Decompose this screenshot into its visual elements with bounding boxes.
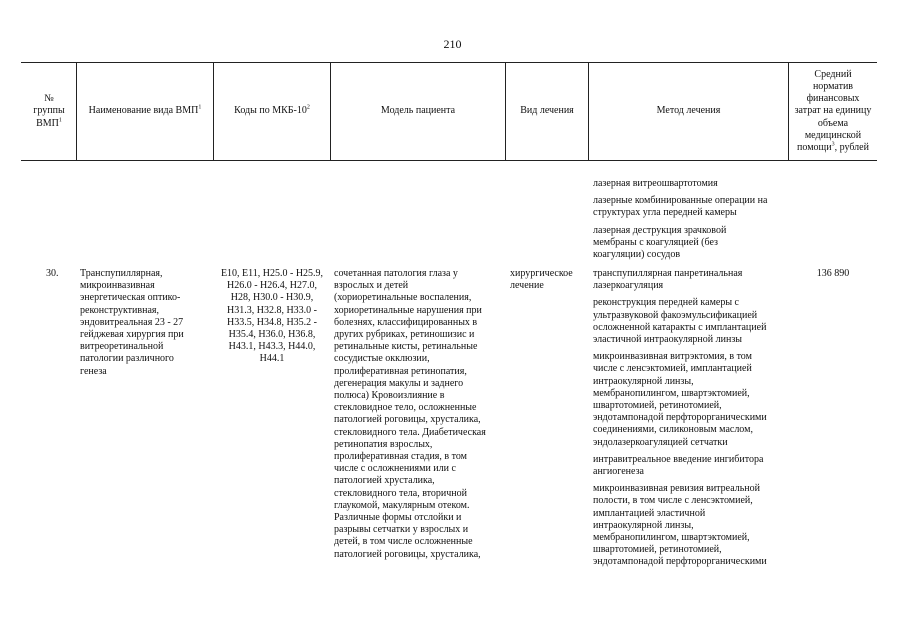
vmp-name-line: витреоретинальной <box>80 341 164 353</box>
patient-model-line: сочетанная патология глаза у <box>334 268 458 279</box>
patient-model-line: патологией хрусталика, <box>334 475 435 487</box>
header-treatment-method: Метод лечения <box>656 105 721 117</box>
patient-model-line: взрослых и детей <box>334 280 409 292</box>
treatment-type-line: хирургическое <box>510 268 573 279</box>
header-line: помощи$^3$, рублей <box>797 141 869 153</box>
header-bottom-border <box>21 160 877 161</box>
treatment-method-line: эндотампонадой перфторорганическими <box>593 556 767 568</box>
treatment-method-line: швартотомией, ретинотомией, <box>593 400 722 411</box>
header-cost-norm <box>789 63 877 160</box>
patient-model-line: Различные формы отслойки и <box>334 512 462 524</box>
continued-method-line: лазерная витреошвартотомия <box>593 178 718 189</box>
header-line: Средний <box>814 68 852 80</box>
icd-code-line: H35.4, H36.0, H36.8, <box>228 329 316 341</box>
patient-model-cell <box>334 268 486 561</box>
header-group-number <box>23 63 75 160</box>
patient-model-line: детей, в том числе осложненные <box>334 536 473 548</box>
vmp-name-line: реконструктивная, <box>80 304 159 316</box>
patient-model-line: болезнях, классифицированных в <box>334 316 478 328</box>
continued-method-line: коагуляции) сосудов <box>593 249 681 260</box>
patient-model-line: ретинопатия взрослых, <box>334 438 433 450</box>
treatment-method-line: микроинвазивная ревизия витреальной <box>593 483 761 495</box>
patient-model-line: стекловидного тела. Диабетическая <box>334 426 486 438</box>
continued-method-line: структурах угла передней камеры <box>593 207 737 219</box>
header-line: группы <box>33 105 65 117</box>
treatment-method-line: имплантацией эластичной <box>593 507 706 519</box>
header-treatment-type: Вид лечения <box>520 105 574 117</box>
vmp-name-line: микроинвазивная <box>80 280 155 292</box>
patient-model-line: полюса) Кровоизлияние в <box>334 390 445 402</box>
treatment-method-line: эндолазеркоагуляцией сетчатки <box>593 436 728 448</box>
patient-model-line: дегенерация макулы и заднего <box>334 377 464 389</box>
treatment-type-line: лечение <box>510 280 544 292</box>
treatment-method-line: швартотомией, ретинотомией, <box>593 544 722 556</box>
icd-code-line: H43.1, H43.3, H44.0, <box>228 341 316 353</box>
patient-model-line: (хориоретинальные воспаления, <box>334 292 472 304</box>
cost-cell: 136 890 <box>816 268 850 279</box>
treatment-method-line: интраокулярной линзы, <box>593 519 694 531</box>
header-patient-model: Модель пациента <box>380 105 456 117</box>
treatment-method-line: интравитреальное введение ингибитора <box>593 453 764 465</box>
icd-code-line: H44.1 <box>259 353 285 365</box>
vmp-name-line: гейджевая хирургия при <box>80 329 184 341</box>
vmp-name-line: эндовитреальная 23 - 27 <box>80 316 184 328</box>
treatment-method-line: числе с ленсэктомией, имплантацией <box>593 363 752 375</box>
treatment-method-line: ангиогенеза <box>593 466 644 477</box>
patient-model-line: других рубриках, ретиношизис и <box>334 329 475 341</box>
vmp-name-line: генеза <box>80 365 107 377</box>
treatment-method-line: соединениями, силиконовым маслом, <box>593 424 753 436</box>
continued-method-line: мембраны с коагуляцией (без <box>593 236 718 248</box>
treatment-method-line: эндотампонадой перфторорганическими <box>593 412 767 424</box>
header-line: № <box>44 93 54 105</box>
icd-codes-cell <box>214 268 330 366</box>
patient-model-line: ретинальные кисты, ретинальные <box>334 341 478 353</box>
header-line: норматив <box>812 80 854 92</box>
vmp-name-line: Транспупиллярная, <box>80 268 163 279</box>
patient-model-line: пролиферативная стадия, в том <box>334 451 467 463</box>
icd-code-line: H26.0 - H26.4, H27.0, <box>227 280 317 292</box>
icd-code-line: H28, H30.0 - H30.9, <box>230 292 314 304</box>
patient-model-line: патологией роговицы, хрусталика, <box>334 414 481 426</box>
patient-model-line: глаукомой, макулярным отеком. <box>334 499 470 511</box>
continued-method-line: лазерные комбинированные операции на <box>593 195 768 207</box>
patient-model-line: стекловидного тела, вторичной <box>334 487 467 499</box>
treatment-method-line: осложненной катаракты с имплантацией <box>593 321 767 333</box>
patient-model-line: разрывы сетчатки у взрослых и <box>334 524 469 536</box>
treatment-method-line: мембранопилингом, швартэктомией, <box>593 387 750 399</box>
header-line: финансовых <box>806 93 860 105</box>
treatment-method-line: интраокулярной линзы, <box>593 375 694 387</box>
treatment-method-line: реконструкция передней камеры с <box>593 297 739 309</box>
header-line: медицинской <box>804 129 862 141</box>
treatment-method-line: микроинвазивная витрэктомия, в том <box>593 351 752 363</box>
treatment-type-cell <box>510 268 573 292</box>
icd-code-line: H31.3, H32.8, H33.0 - <box>227 304 317 316</box>
patient-model-line: сосудистые окклюзии, <box>334 353 430 365</box>
vmp-name-line: патологии различного <box>80 353 174 365</box>
vmp-name-line: энергетическая оптико- <box>80 292 181 304</box>
treatment-method-line: ультразвуковой факоэмульсификацией <box>593 309 758 321</box>
header-icd-codes: Коды по МКБ-$10^2$ <box>234 105 310 117</box>
page-number: 210 <box>443 37 462 51</box>
patient-model-line: стекловидное тело, осложненные <box>334 402 477 414</box>
icd-code-line: E10, E11, H25.0 - H25.9, <box>220 268 324 279</box>
treatment-method-line: лазеркоагуляция <box>593 280 664 292</box>
header-line: ВМП$^1$ <box>36 117 62 129</box>
header-line: затрат на единицу <box>794 105 872 117</box>
patient-model-line: патологией роговицы, хрусталика, <box>334 548 481 560</box>
treatment-method-line: транспупиллярная панретинальная <box>593 268 743 279</box>
treatment-method-line: полости, в том числе с ленсэктомией, <box>593 495 753 507</box>
patient-model-line: хориоретинальные нарушения при <box>334 304 482 316</box>
patient-model-line: пролиферативная ретинопатия, <box>334 365 467 377</box>
header-vmp-name: Наименование вида ВМП$^1$ <box>88 105 202 117</box>
treatment-method-line: эластичной интраокулярной линзы <box>593 334 742 345</box>
row-number: 30. <box>46 268 59 279</box>
header-line: объема <box>817 117 849 129</box>
patient-model-line: числе с осложнениями или с <box>334 463 456 475</box>
icd-code-line: H33.5, H34.8, H35.2 - <box>227 316 317 328</box>
treatment-method-line: мембранопилингом, швартэктомией, <box>593 532 750 543</box>
vmp-name-cell <box>80 268 184 378</box>
continued-method-line: лазерная деструкция зрачковой <box>593 224 727 236</box>
